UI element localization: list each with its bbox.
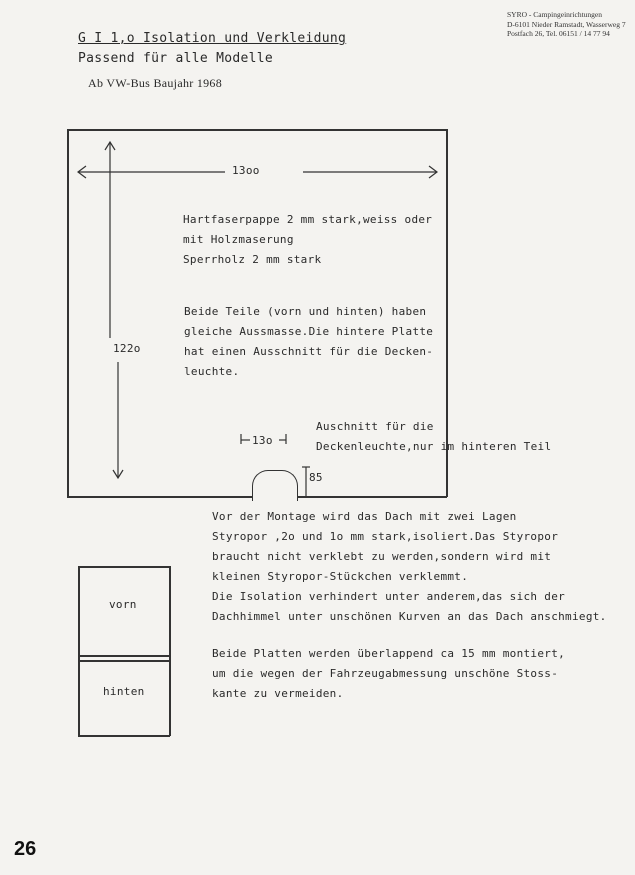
- front-panel-label: vorn: [109, 598, 137, 611]
- small-panel-right-edge: [169, 566, 171, 736]
- text-line: Deckenleuchte,nur im hinteren Teil: [316, 440, 552, 453]
- text-line: kleinen Styropor-Stückchen verklemmt.: [212, 570, 469, 583]
- insulation-text: [212, 510, 607, 630]
- company-name: SYRO - Campingeinrichtungen: [507, 10, 602, 19]
- company-contact: Postfach 26, Tel. 06151 / 14 77 94: [507, 29, 610, 38]
- height-label: 122o: [113, 342, 141, 355]
- text-line: leuchte.: [184, 365, 240, 378]
- panel-note: [184, 302, 433, 382]
- text-line: Hartfaserpappe 2 mm stark,weiss oder: [183, 213, 433, 226]
- page-number: 26: [14, 838, 37, 860]
- overlap-text: [212, 647, 565, 707]
- overlap-line-upper: [78, 655, 170, 657]
- text-line: Dachhimmel unter unschönen Kurven an das Dach anschmiegt.: [212, 610, 607, 623]
- text-line: Sperrholz 2 mm stark: [183, 253, 322, 266]
- cutout-note: [316, 420, 551, 460]
- text-line: Die Isolation verhindert unter anderem,das sich der: [212, 590, 566, 603]
- cutout-depth-label: 85: [309, 471, 323, 484]
- company-address: D-6101 Nieder Ramstadt, Wasserweg 7: [507, 19, 626, 29]
- scope-note: Ab VW-Bus Baujahr 1968: [88, 76, 223, 90]
- width-label: 13oo: [232, 164, 260, 177]
- text-line: Vor der Montage wird das Dach mit zwei Lagen: [212, 510, 517, 523]
- small-panel-bottom-edge: [78, 735, 170, 737]
- material-text: [183, 213, 432, 273]
- subtitle: Passend für alle Modelle: [78, 51, 274, 66]
- text-line: braucht nicht verklebt zu werden,sondern wird mit: [212, 550, 552, 563]
- text-line: gleiche Aussmasse.Die hintere Platte: [184, 325, 434, 338]
- cutout-width-label: 13o: [252, 434, 273, 447]
- text-line: kante zu vermeiden.: [212, 687, 344, 700]
- small-panel-left-edge: [78, 566, 80, 736]
- text-line: mit Holzmaserung: [183, 233, 294, 246]
- text-line: Styropor ,2o und 1o mm stark,isoliert.Das Styropor: [212, 530, 559, 543]
- small-panel-top-edge: [78, 566, 170, 568]
- text-line: Auschnitt für die: [316, 420, 434, 433]
- text-line: hat einen Ausschnitt für die Decken-: [184, 345, 434, 358]
- overlap-line-lower: [78, 660, 170, 662]
- back-panel-label: hinten: [103, 685, 145, 698]
- text-line: Beide Platten werden überlappend ca 15 mm montiert,: [212, 647, 566, 660]
- section-title: G I 1,o Isolation und Verkleidung: [78, 31, 347, 46]
- text-line: Beide Teile (vorn und hinten) haben: [184, 305, 427, 318]
- text-line: um die wegen der Fahrzeugabmessung unschöne Stoss-: [212, 667, 559, 680]
